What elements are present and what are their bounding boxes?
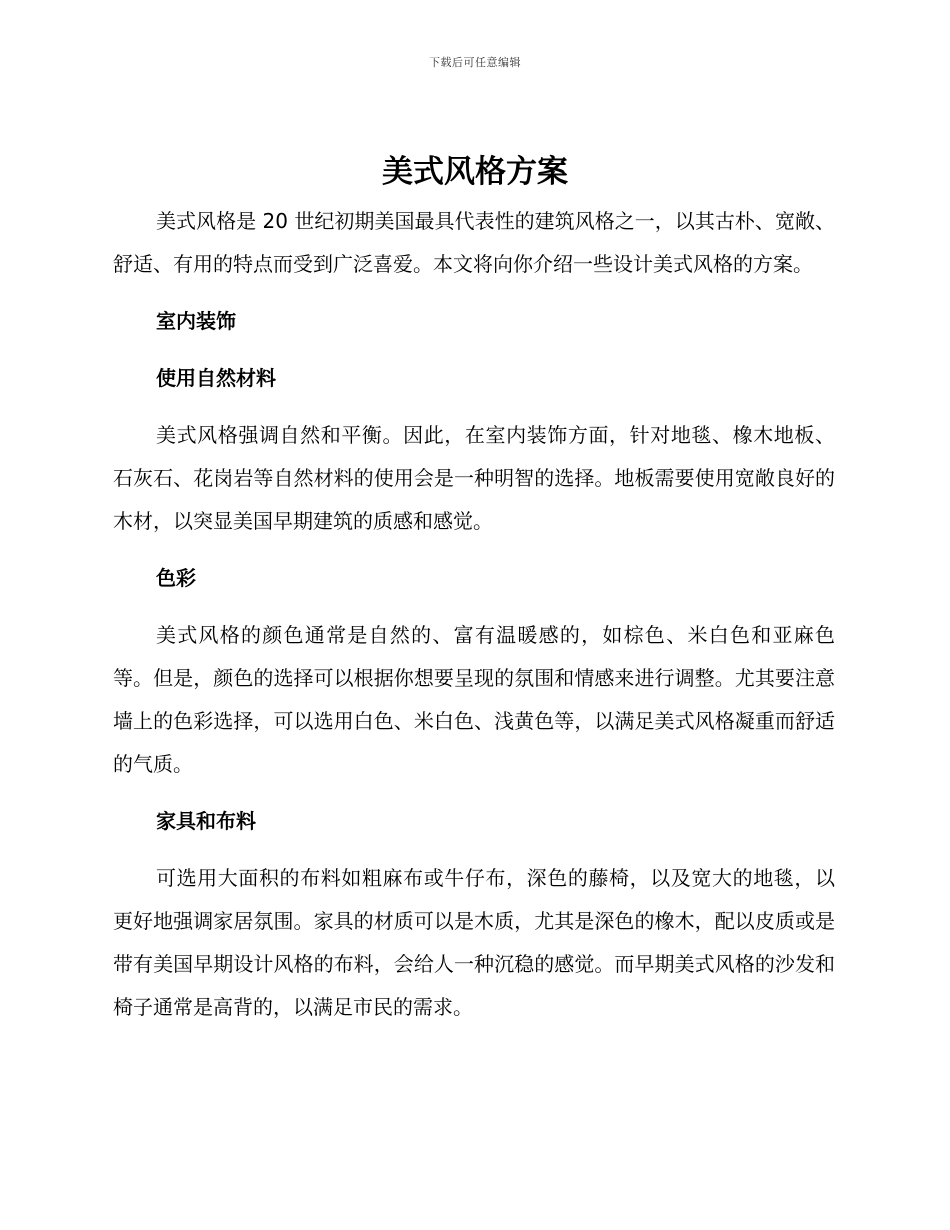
subheading-natural-materials: 使用自然材料 bbox=[156, 366, 276, 390]
header-note: 下载后可任意编辑 bbox=[429, 56, 521, 69]
document-body bbox=[113, 200, 835, 1029]
page-title: 美式风格方案 bbox=[382, 154, 568, 190]
paragraph-natural-materials: 美式风格强调自然和平衡。因此，在室内装饰方面，针对地毯、橡木地板、石灰石、花岗岩等自然材料的使用会是一种明智的选择。地板需要使用宽敞良好的木材，以突显美国早期建筑的质感和感觉。 bbox=[113, 423, 835, 533]
paragraph-furniture-fabric: 可选用大面积的布料如粗麻布或牛仔布，深色的藤椅，以及宽大的地毯，以更好地强调家居氛围。家具的材质可以是木质，尤其是深色的橡木，配以皮质或是带有美国早期设计风格的布料，会给人一种沉稳的感觉。而早期美式风格的沙发和椅子通常是高背的，以满足市民的需求。 bbox=[113, 866, 835, 1019]
subheading-colors: 色彩 bbox=[156, 566, 196, 590]
subheading-furniture-fabric: 家具和布料 bbox=[156, 809, 256, 833]
intro-paragraph: 美式风格是 20 世纪初期美国最具代表性的建筑风格之一，以其古朴、宽敞、舒适、有用的特点而受到广泛喜爱。本文将向你介绍一些设计美式风格的方案。 bbox=[113, 209, 835, 276]
section-heading-interior: 室内装饰 bbox=[156, 309, 236, 333]
paragraph-colors: 美式风格的颜色通常是自然的、富有温暖感的，如棕色、米白色和亚麻色等。但是，颜色的选择可以根据你想要呈现的氛围和情感来进行调整。尤其要注意墙上的色彩选择，可以选用白色、米白色、浅黄色等，以满足美式风格凝重而舒适的气质。 bbox=[113, 623, 835, 776]
